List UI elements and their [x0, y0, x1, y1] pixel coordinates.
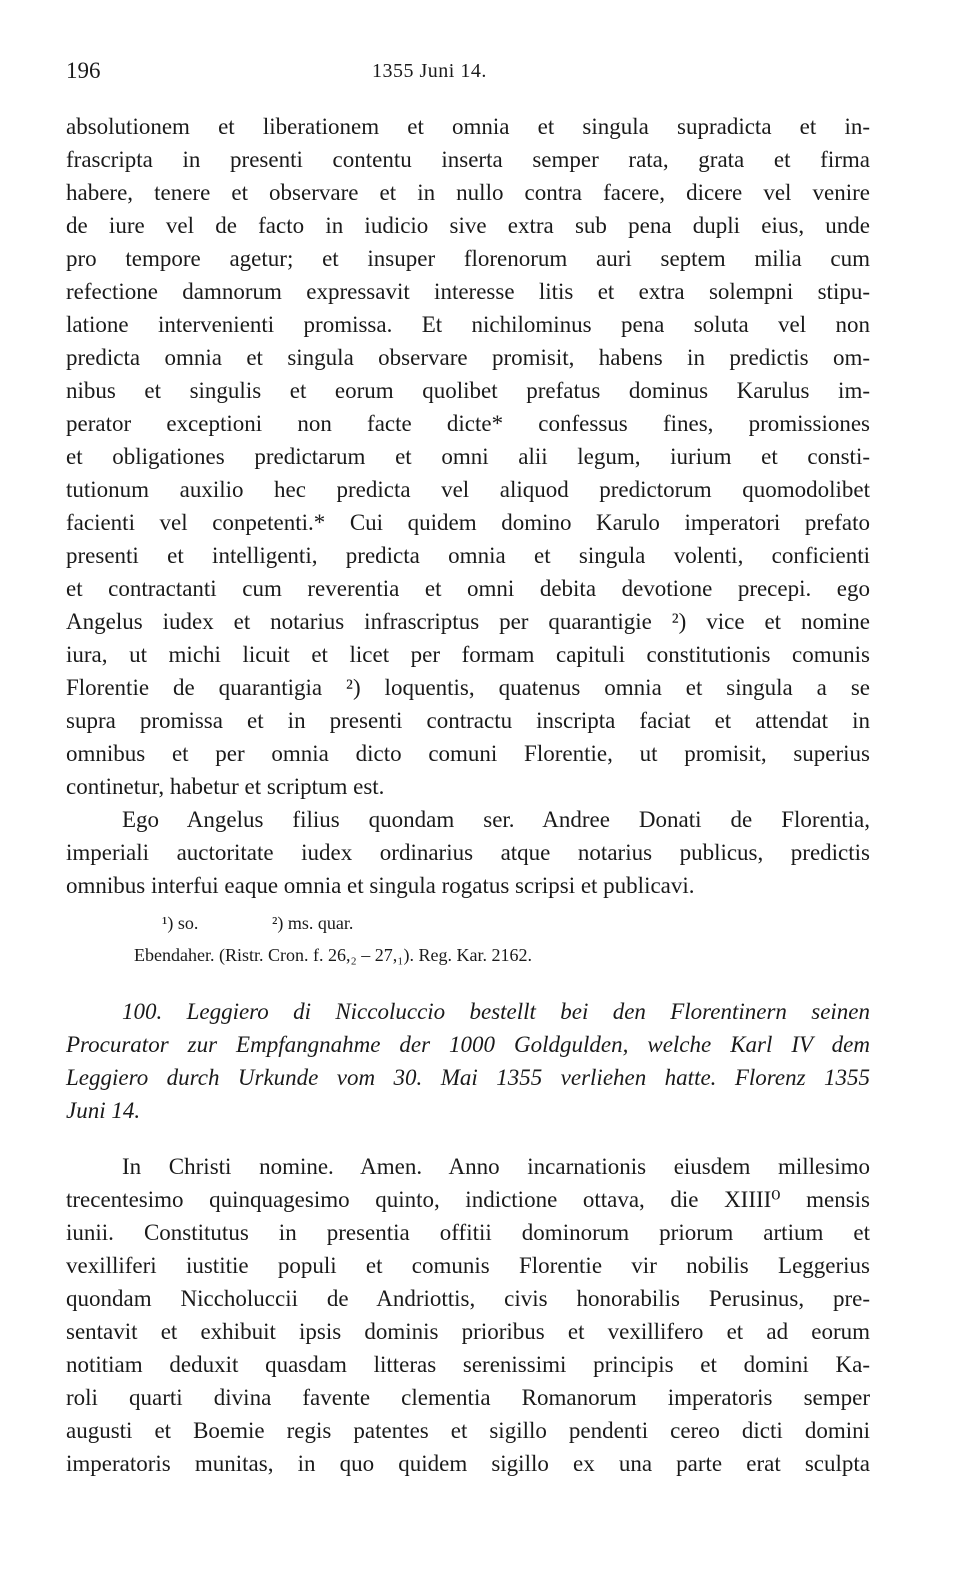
body-line: facienti vel conpetenti.* Cui quidem domino Karulo imperatori prefato: [66, 510, 870, 535]
signature-line: omnibus interfui eaque omnia et singula rogatus scripsi et publicavi.: [66, 873, 695, 898]
body-line: iura, ut michi licuit et licet per formam capituli constitutionis comunis: [66, 642, 870, 667]
body-line: Florentie de quarantigia ²) loquentis, quatenus omnia et singula a se: [66, 675, 870, 700]
signature-line: imperiali auctoritate iudex ordinarius atque notarius publicus, predictis: [66, 840, 870, 865]
body-line: et contractanti cum reverentia et omni debita devotione precepi. ego: [66, 576, 870, 601]
body-line: habere, tenere et observare et in nullo contra facere, dicere vel venire: [66, 180, 870, 205]
document-line: vexilliferi iustitie populi et comunis Florentie vir nobilis Leggerius: [66, 1253, 870, 1278]
document-line: iunii. Constitutus in presentia offitii dominorum priorum artium et: [66, 1220, 870, 1245]
document-line: notitiam deduxit quasdam litteras serenissimi principis et domini Ka-: [66, 1352, 870, 1377]
body-line: pro tempore agetur; et insuper florenorum auri septem milia cum: [66, 246, 870, 271]
document-line: sentavit et exhibuit ipsis dominis prioribus et vexillifero et ad eorum: [66, 1319, 870, 1344]
source-reference: Ebendaher. (Ristr. Cron. f. 26,₂ – 27,₁). Reg. Kar. 2162.: [134, 945, 532, 965]
document-heading: Juni 14.: [66, 1098, 141, 1123]
body-line: de iure vel de facto in iudicio sive extra sub pena dupli eius, unde: [66, 213, 870, 238]
footnote-2: ²) ms. quar.: [272, 913, 354, 933]
document-line: quondam Niccholuccii de Andriottis, civis honorabilis Perusinus, pre-: [66, 1286, 870, 1311]
body-line: presenti et intelligenti, predicta omnia et singula volenti, conficienti: [66, 543, 870, 568]
body-line: omnibus et per omnia dicto comuni Florentie, ut promisit, superius: [66, 741, 870, 766]
footnote-1: ¹) so.: [162, 913, 199, 933]
document-line: imperatoris munitas, in quo quidem sigillo ex una parte erat sculpta: [66, 1451, 870, 1476]
page-number: 196: [66, 58, 101, 83]
body-line: supra promissa et in presenti contractu inscripta faciat et attendat in: [66, 708, 870, 733]
body-line: nibus et singulis et eorum quolibet prefatus dominus Karulus im-: [66, 378, 870, 403]
document-line: augusti et Boemie regis patentes et sigillo pendenti cereo dicti domini: [66, 1418, 870, 1443]
document-line: trecentesimo quinquagesimo quinto, indictione ottava, die XIIII⁰ mensis: [66, 1187, 870, 1212]
signature-line: Ego Angelus filius quondam ser. Andree Donati de Florentia,: [122, 807, 870, 832]
body-line: latione intervenienti promissa. Et nichilominus pena soluta vel non: [66, 312, 870, 337]
body-line: continetur, habetur et scriptum est.: [66, 774, 385, 799]
body-line: predicta omnia et singula observare promisit, habens in predictis om-: [66, 345, 870, 370]
body-line: frascripta in presenti contentu inserta semper rata, grata et firma: [66, 147, 870, 172]
body-line: tutionum auxilio hec predicta vel aliquod predictorum quomodolibet: [66, 477, 870, 502]
running-head: 1355 Juni 14.: [372, 60, 487, 82]
document-line: In Christi nomine. Amen. Anno incarnationis eiusdem millesimo: [122, 1154, 870, 1179]
body-line: et obligationes predictarum et omni alii legum, iurium et consti-: [66, 444, 870, 469]
document-heading: Leggiero durch Urkunde vom 30. Mai 1355 verliehen hatte. Florenz 1355: [66, 1065, 870, 1090]
body-line: Angelus iudex et notarius infrascriptus per quarantigie ²) vice et nomine: [66, 609, 870, 634]
body-line: absolutionem et liberationem et omnia et singula supradicta et in-: [66, 114, 870, 139]
page-header: [66, 58, 870, 88]
document-heading: Procurator zur Empfangnahme der 1000 Goldgulden, welche Karl IV dem: [66, 1032, 870, 1057]
document-heading: 100. Leggiero di Niccoluccio bestellt bei den Florentinern seinen: [122, 999, 870, 1024]
body-line: perator exceptioni non facte dicte* confessus fines, promissiones: [66, 411, 870, 436]
body-line: refectione damnorum expressavit interesse litis et extra solempni stipu-: [66, 279, 870, 304]
document-line: roli quarti divina favente clementia Romanorum imperatoris semper: [66, 1385, 870, 1410]
